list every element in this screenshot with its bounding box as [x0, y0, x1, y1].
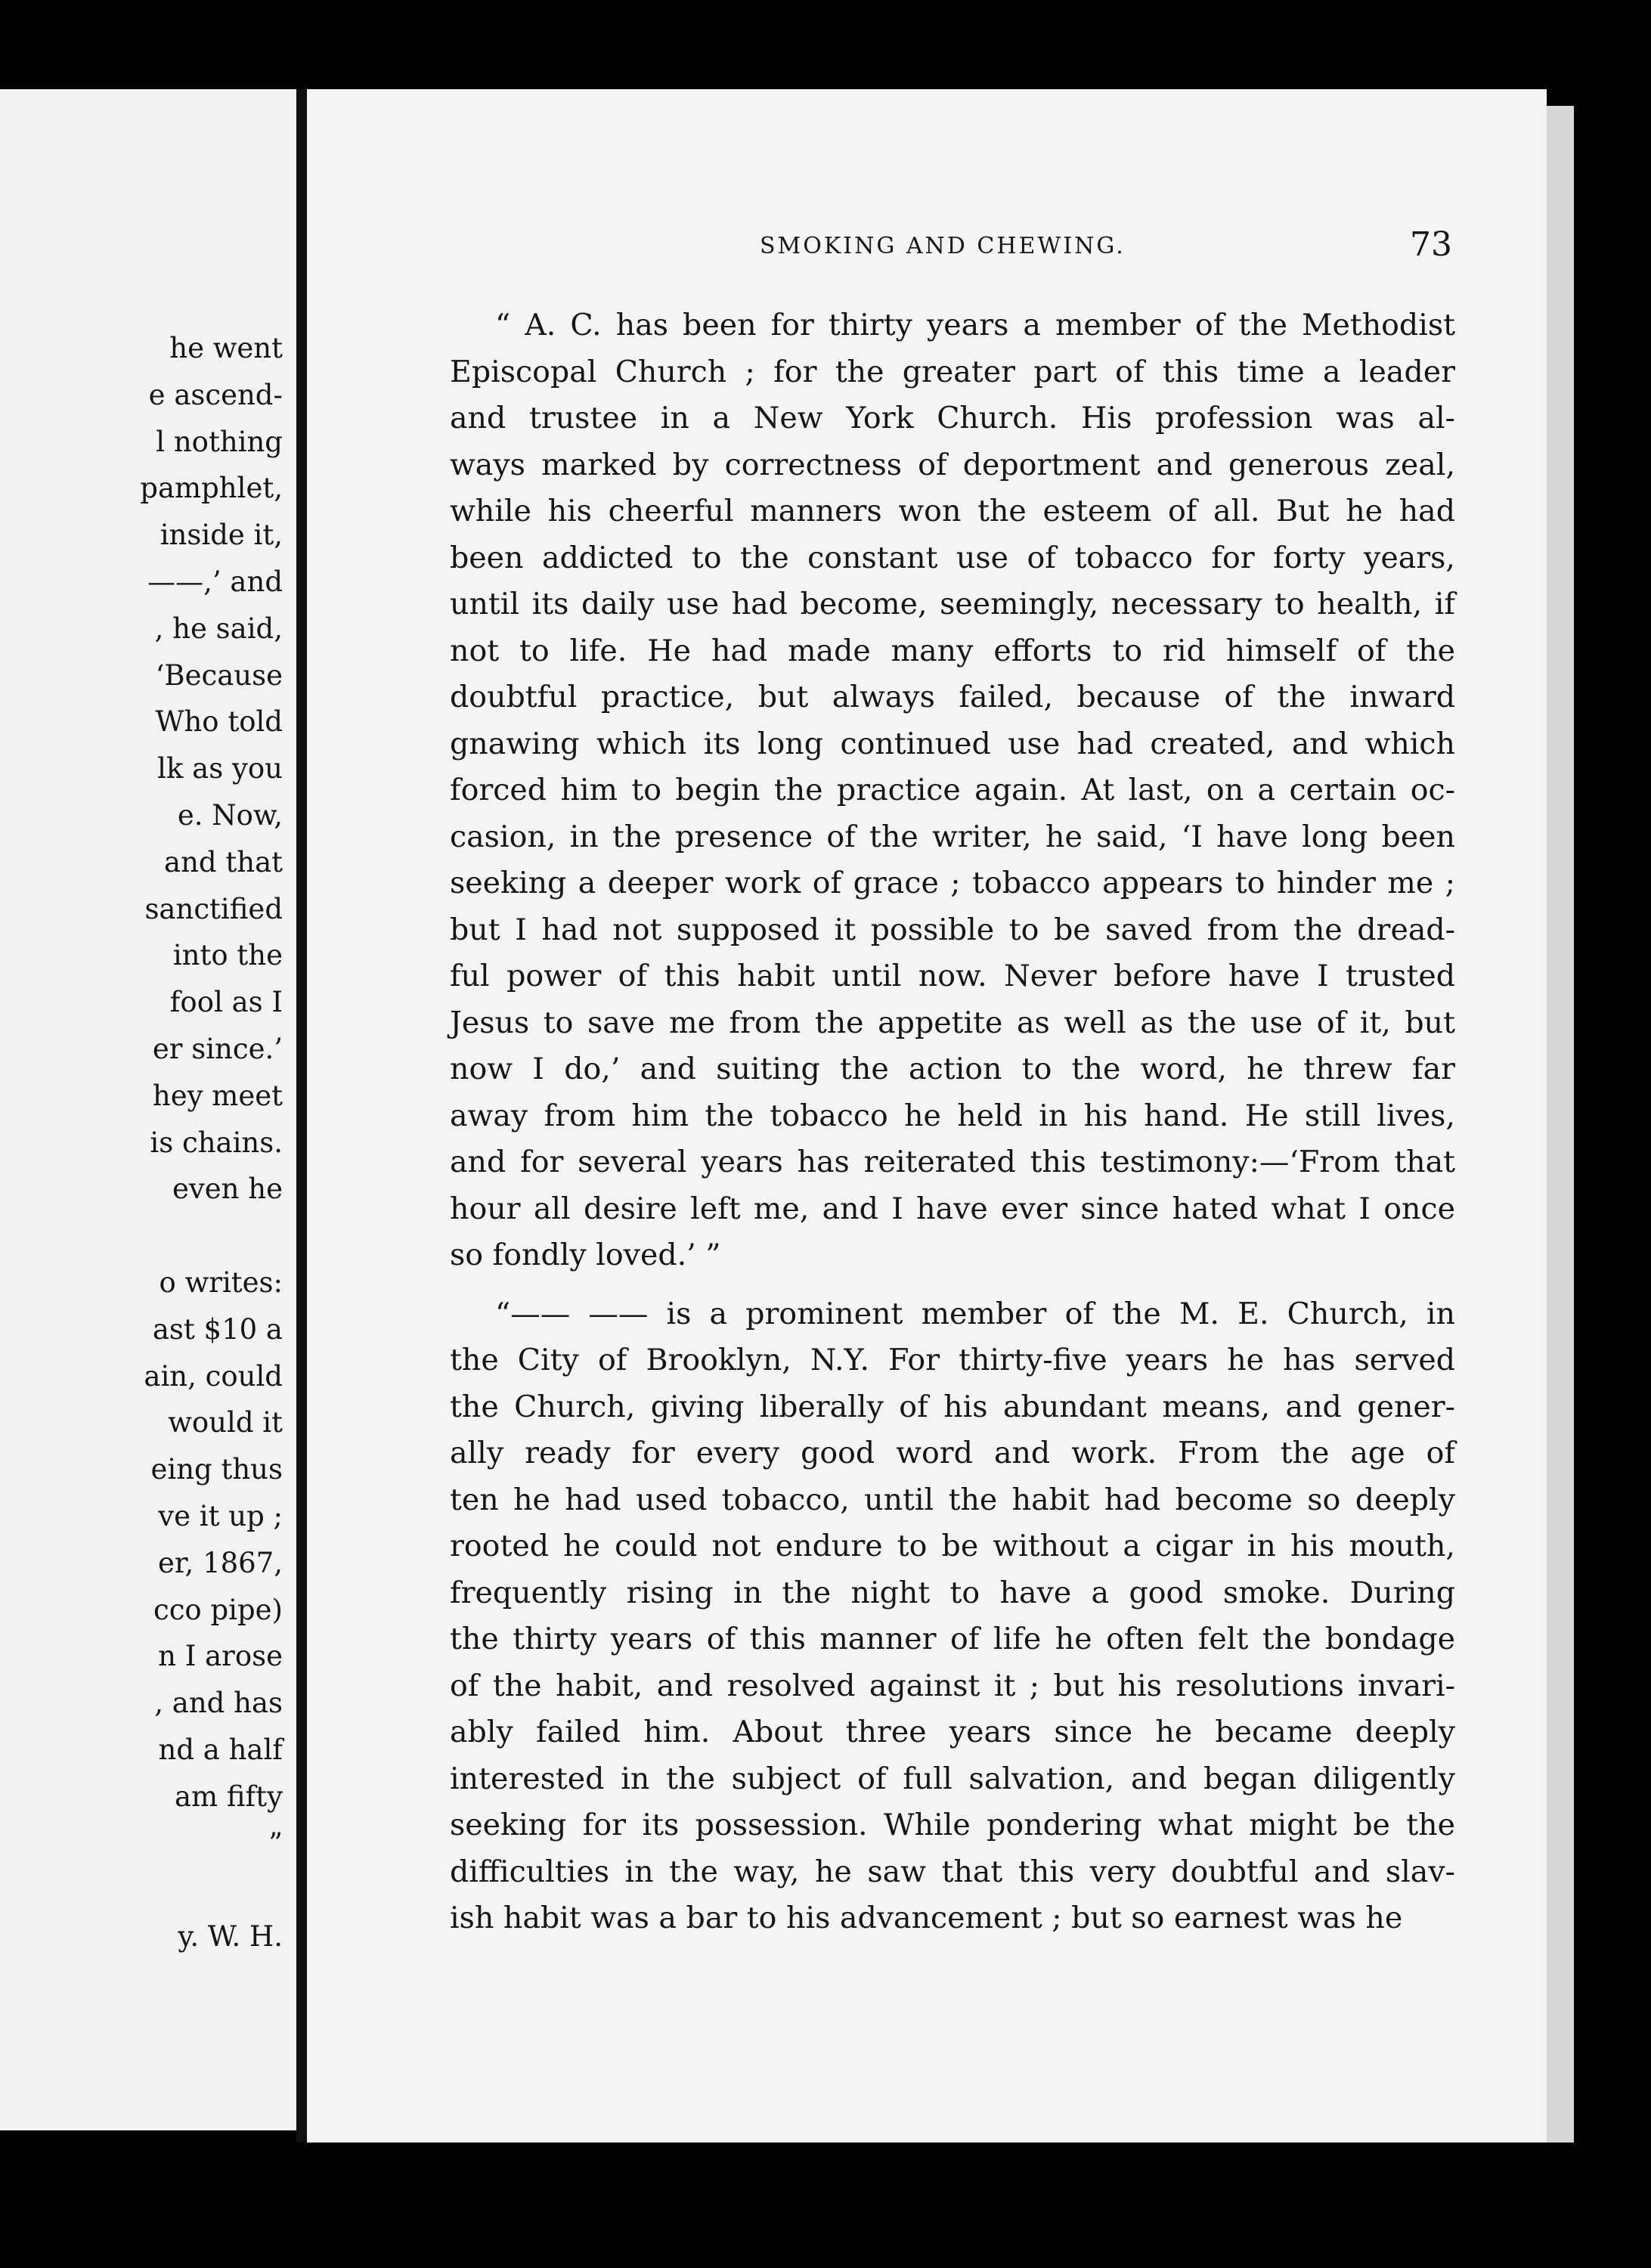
- text-line: until its daily use had become, seemingly, necessary to health, if: [450, 587, 1455, 621]
- text-line: “—— —— is a prominent member of the M. E. Church, in: [495, 1296, 1455, 1331]
- facing-page-line: sanctified: [144, 892, 283, 925]
- running-head-title: SMOKING AND CHEWING.: [760, 233, 1126, 259]
- text-line: frequently rising in the night to have a good smoke. During: [450, 1575, 1455, 1610]
- facing-page-line: and that: [164, 845, 283, 878]
- facing-page-line: even he: [172, 1173, 283, 1206]
- text-line: ally ready for every good word and work. From the age of: [450, 1436, 1455, 1470]
- text-line: Episcopal Church ; for the greater part of this time a leader: [450, 354, 1455, 389]
- text-line: ably failed him. About three years since he became deeply: [450, 1715, 1455, 1749]
- text-line: and trustee in a New York Church. His profession was al-: [450, 401, 1455, 435]
- text-line: “ A. C. has been for thirty years a member of the Methodist: [495, 308, 1455, 342]
- body-text: [450, 302, 1455, 1942]
- text-line: gnawing which its long continued use had created, and which: [450, 726, 1455, 761]
- facing-page-line: lk as you: [157, 752, 283, 785]
- facing-page-line: ain, could: [144, 1359, 283, 1393]
- facing-page-line: ——,’ and: [147, 565, 283, 598]
- facing-page-line: ast $10 a: [152, 1312, 283, 1346]
- facing-page-line: ‘Because: [155, 658, 283, 692]
- facing-page-line: Who told: [155, 705, 283, 739]
- facing-page-line: e. Now,: [177, 799, 283, 832]
- facing-page-line: , and has: [154, 1687, 283, 1720]
- facing-page-line: is chains.: [150, 1126, 283, 1159]
- facing-page-line: am fifty: [174, 1780, 283, 1813]
- facing-page-line: l nothing: [156, 425, 283, 458]
- text-line: but I had not supposed it possible to be saved from the dread-: [450, 912, 1455, 947]
- text-line: not to life. He had made many efforts to rid himself of the: [450, 633, 1455, 668]
- facing-page-line: n I arose: [158, 1640, 283, 1673]
- facing-page-line: y. W. H.: [178, 1920, 283, 1954]
- text-line: so fondly loved.’ ”: [450, 1238, 721, 1272]
- text-line: and for several years has reiterated this testimony:—‘From that: [450, 1145, 1455, 1179]
- text-line: away from him the tobacco he held in his hand. He still lives,: [450, 1098, 1455, 1133]
- book-gutter: [296, 89, 307, 2143]
- text-line: forced him to begin the practice again. At last, on a certain oc-: [450, 773, 1455, 807]
- text-line: difficulties in the way, he saw that this very doubtful and slav-: [450, 1854, 1455, 1889]
- paragraph: [450, 1291, 1455, 1942]
- facing-page-line: fool as I: [169, 986, 283, 1019]
- text-line: the City of Brooklyn, N.Y. For thirty-five years he has served: [450, 1343, 1455, 1377]
- facing-page-line: , he said,: [154, 612, 283, 645]
- text-line: while his cheerful manners won the esteem of all. But he had: [450, 494, 1455, 528]
- page-number: 73: [1410, 225, 1452, 264]
- text-line: interested in the subject of full salvation, and began diligently: [450, 1761, 1455, 1796]
- facing-page-line: would it: [168, 1406, 283, 1439]
- text-line: ways marked by correctness of deportment and generous zeal,: [450, 447, 1455, 482]
- text-line: Jesus to save me from the appetite as well as the use of it, but: [450, 1005, 1455, 1040]
- facing-page-line: ”: [268, 1826, 283, 1860]
- text-line: of the habit, and resolved against it ; but his resolutions invari-: [450, 1668, 1455, 1703]
- text-line: the Church, giving liberally of his abundant means, and gener-: [450, 1389, 1455, 1424]
- facing-page-line: pamphlet,: [140, 472, 283, 505]
- facing-page-line: hey meet: [152, 1079, 283, 1112]
- text-line: ten he had used tobacco, until the habit had become so deeply: [450, 1482, 1455, 1517]
- text-line: the thirty years of this manner of life he often felt the bondage: [450, 1622, 1455, 1656]
- text-line: ish habit was a bar to his advancement ; but so earnest was he: [450, 1901, 1403, 1935]
- text-line: now I do,’ and suiting the action to the word, he threw far: [450, 1052, 1455, 1086]
- text-line: rooted he could not endure to be without a cigar in his mouth,: [450, 1529, 1455, 1563]
- facing-page-line: e ascend-: [148, 378, 283, 411]
- facing-page-fragment: [0, 89, 296, 2130]
- facing-page-line: o writes:: [159, 1266, 283, 1299]
- paragraph: [450, 302, 1455, 1279]
- text-line: doubtful practice, but always failed, because of the inward: [450, 680, 1455, 714]
- facing-page-line: er, 1867,: [158, 1546, 283, 1579]
- facing-page-line: he went: [169, 332, 283, 364]
- facing-page-line: cco pipe): [153, 1593, 283, 1626]
- facing-page-line: into the: [172, 939, 283, 972]
- scan-border: [0, 2143, 1651, 2268]
- text-line: hour all desire left me, and I have ever since hated what I once: [450, 1191, 1455, 1226]
- text-line: seeking for its possession. While pondering what might be the: [450, 1808, 1455, 1842]
- text-line: been addicted to the constant use of tobacco for forty years,: [450, 540, 1455, 575]
- text-line: seeking a deeper work of grace ; tobacco appears to hinder me ;: [450, 866, 1455, 900]
- facing-page-line: ve it up ;: [158, 1500, 283, 1532]
- facing-page-line: er since.’: [152, 1033, 283, 1065]
- facing-page-line: nd a half: [158, 1734, 283, 1766]
- facing-page-line: inside it,: [160, 519, 283, 552]
- facing-page-line: eing thus: [150, 1453, 283, 1486]
- page-edge-shadow: [1547, 106, 1574, 2147]
- text-line: ful power of this habit until now. Never before have I trusted: [450, 959, 1455, 993]
- text-line: casion, in the presence of the writer, he said, ‘I have long been: [450, 819, 1455, 854]
